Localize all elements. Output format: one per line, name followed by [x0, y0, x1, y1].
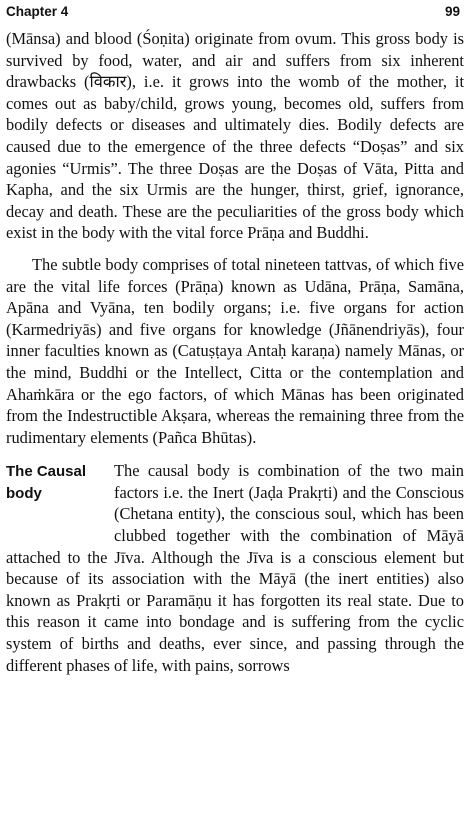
paragraph-spacer [6, 244, 464, 254]
page-number: 99 [444, 4, 460, 19]
chapter-label: Chapter 4 [6, 4, 69, 19]
side-heading: The Causal body [6, 463, 87, 502]
running-header [6, 4, 464, 28]
paragraph-causal-body: The causal body is combination of the two main factors i.e. the Inert (Jaḍa Prakṛti) and the Conscious (Chetana entity), the conscious soul, which has been clubbed together with the combination of Māyā attached to the Jīva. Although the Jīva is a conscious element but because of its association with the Māyā (the inert entities) also known as Prakṛti or Paramāṇu it has forgotten its real state. Due to this reason it came into bondage and is suffering from the cyclic system of births and deaths, ever since, and passing through the different phases of life, with pains, sorrows [6, 461, 464, 675]
paragraph-subtle-body: The subtle body comprises of total nineteen tattvas, of which five are the vital life forces (Prāṇa) known as Udāna, Prāṇa, Samāna, Apāna and Vyāna, ten bodily organs; i.e. five organs for action (Karmedriyās) and five organs for knowledge (Jñānendriyās), four inner faculties known as (Catuṣṭaya Antaḥ karaṇa) namely Mānas, or the mind, Buddhi or the Intellect, Citta or the contemplation and Ahaṁkāra or the ego factors, of which Mānas has been originated from the Indestructible Akṣara, whereas the remaining three from the rudimentary elements (Pañca Bhūtas). [6, 254, 464, 447]
paragraph-gross-body: (Mānsa) and blood (Śoṇita) originate from ovum. This gross body is survived by food, water, and air and suffers from six inherent drawbacks (विकार), i.e. it grows into the womb of the mother, it comes out as baby/child, grows young, becomes old, suffers from bodily defects or diseases and ultimately dies. Bodily defects are caused due to the emergence of the three defects “Doṣas” and six agonies “Urmis”. The three Doṣas are the Doṣas of Vāta, Pitta and Kapha, and the six Urmis are the hunger, thirst, grief, ignorance, decay and death. These are the peculiarities of the gross body which exist in the body with the vital force Prāṇa and Buddhi. [6, 29, 464, 243]
section-causal-body [6, 460, 464, 676]
book-page [6, 4, 464, 676]
